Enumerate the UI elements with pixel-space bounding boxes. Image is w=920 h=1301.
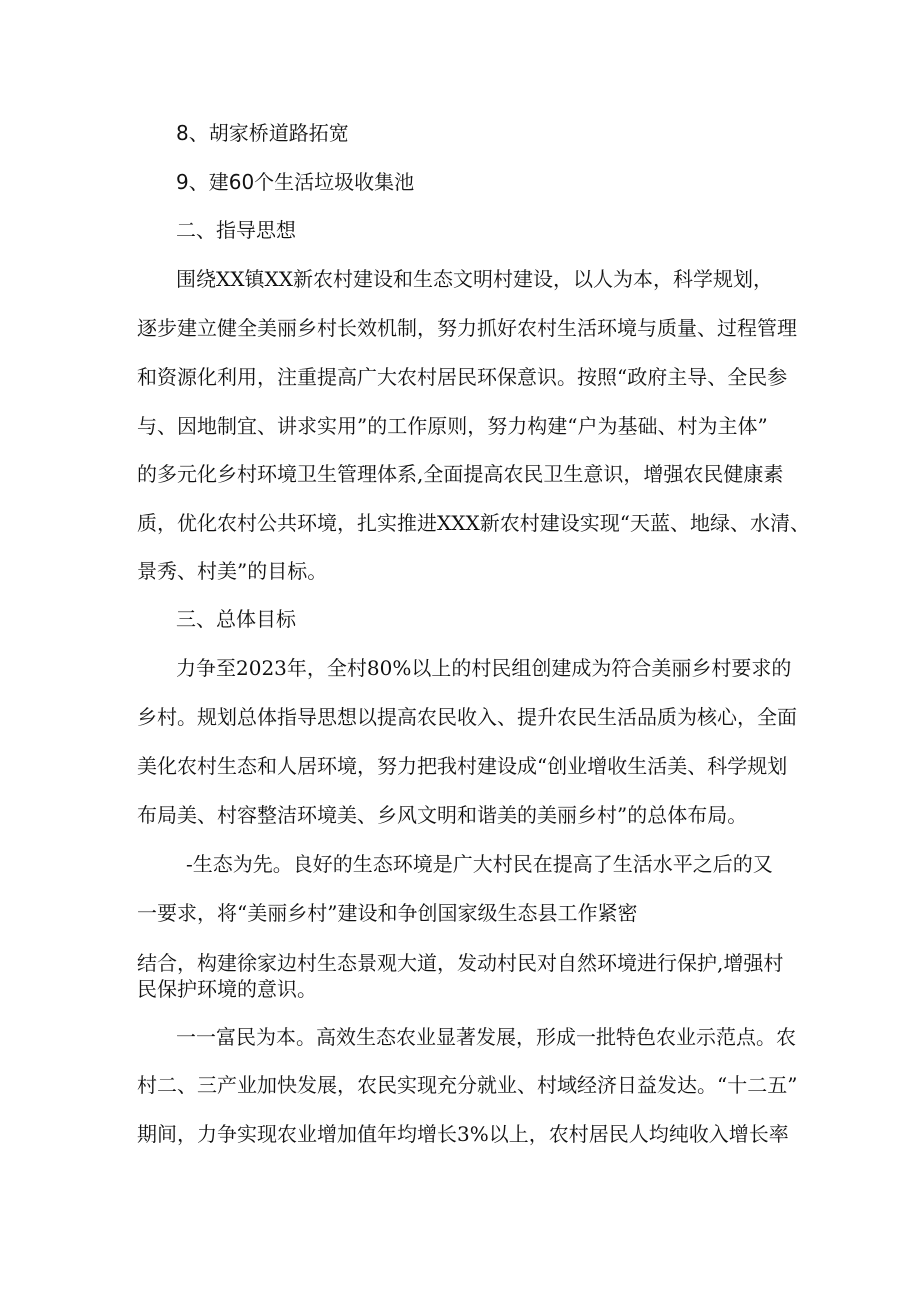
- paragraph-line: 的多元化乡村环境卫生管理体系,全面提高农民卫生意识，增强农民健康素: [137, 462, 784, 486]
- paragraph-line: 美化农村生态和人居环境，努力把我村建设成“创业增收生活美、科学规划: [137, 754, 788, 778]
- paragraph-line: 民保护环境的意识。: [137, 977, 317, 1001]
- paragraph-line: -生态为先。良好的生态环境是广大村民在提高了生活水平之后的又: [186, 852, 773, 876]
- paragraph-line: 村二、三产业加快发展，农民实现充分就业、村域经济日益发达。“十二五”: [137, 1073, 798, 1097]
- paragraph-line: 结合，构建徐家边村生态景观大道，发动村民对自然环境进行保护,增强村: [137, 951, 784, 975]
- paragraph-line: 力争至2023年，全村80%以上的村民组创建成为符合美丽乡村要求的: [176, 656, 792, 680]
- paragraph-line: 一要求，将“美丽乡村”建设和争创国家级生态县工作紧密: [137, 901, 638, 925]
- paragraph-line: 一一富民为本。高效生态农业显著发展，形成一批特色农业示范点。农: [176, 1025, 796, 1049]
- paragraph-line: 围绕XX镇XX新农村建设和生态文明村建设，以人为本，科学规划，: [176, 267, 773, 291]
- paragraph-line: 和资源化利用，注重提高广大农村居民环保意识。按照“政府主导、全民参: [137, 365, 788, 389]
- paragraph-line: 景秀、村美”的目标。: [137, 559, 328, 583]
- list-item-9: 9、建60个生活垃圾收集池: [176, 170, 415, 194]
- section-heading-guiding-ideology: 二、指导思想: [176, 218, 296, 242]
- paragraph-line: 期间，力争实现农业增加值年均增长3%以上，农村居民人均纯收入增长率: [137, 1122, 789, 1146]
- paragraph-line: 质，优化农村公共环境，扎实推进XXX新农村建设实现“天蓝、地绿、水清、: [137, 511, 810, 535]
- section-heading-overall-goal: 三、总体目标: [176, 607, 296, 631]
- list-item-8: 8、胡家桥道路拓宽: [176, 121, 349, 145]
- paragraph-line: 逐步建立健全美丽乡村长效机制，努力抓好农村生活环境与质量、过程管理: [137, 316, 797, 340]
- paragraph-line: 乡村。规划总体指导思想以提高农民收入、提升农民生活品质为核心，全面: [137, 705, 797, 729]
- paragraph-line: 布局美、村容整洁环境美、乡风文明和谐美的美丽乡村”的总体布局。: [137, 803, 748, 827]
- paragraph-line: 与、因地制宜、讲求实用”的工作原则，努力构建“户为基础、村为主体”: [137, 414, 768, 438]
